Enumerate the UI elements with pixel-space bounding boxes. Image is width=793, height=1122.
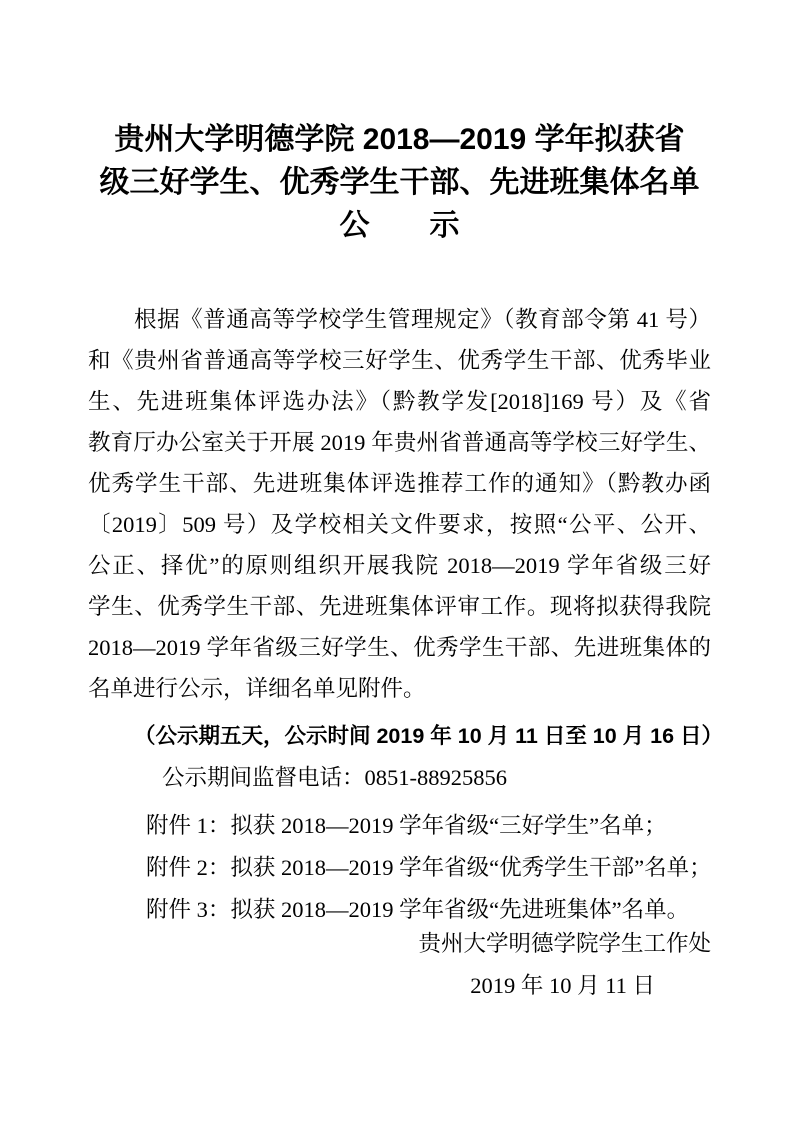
title-line-3: 公 示 (339, 209, 460, 242)
document-title (88, 118, 711, 247)
attachment-list (88, 805, 711, 931)
body-line: 名单进行公示，详细名单见附件。 (88, 676, 426, 701)
notice-period-line: （公示期五天，公示时间 2019 年 10 月 11 日至 10 月 16 日） (134, 724, 724, 748)
attachment-item-3: 附件 3：拟获 2018—2019 学年省级“先进班集体”名单。 (146, 897, 690, 922)
body-line: 优秀学生干部、先进班集体评选推荐工作的通知》（黔教办函 (88, 471, 711, 496)
body-line: 和《贵州省普通高等学校三好学生、优秀学生干部、优秀毕业 (88, 348, 711, 373)
body-line: 生、先进班集体评选办法》（黔教学发[2018]169 号）及《省 (88, 389, 711, 414)
title-line-2: 级三好学生、优秀学生干部、先进班集体名单 (99, 166, 700, 199)
body-line: 学生、优秀学生干部、先进班集体评审工作。现将拟获得我院 (88, 594, 711, 619)
body-line: 教育厅办公室关于开展 2019 年贵州省普通高等学校三好学生、 (88, 430, 711, 455)
issue-date: 2019 年 10 月 11 日 (470, 973, 655, 998)
body-line: 2018—2019 学年省级三好学生、优秀学生干部、先进班集体的 (88, 635, 711, 660)
body-line: 〔2019〕509 号）及学校相关文件要求，按照“公平、公开、 (88, 512, 711, 537)
issuer-signature: 贵州大学明德学院学生工作处 (418, 931, 711, 956)
title-line-1: 贵州大学明德学院 2018—2019 学年拟获省 (114, 123, 685, 156)
body-line: 公正、择优”的原则组织开展我院 2018—2019 学年省级三好 (88, 553, 711, 578)
attachment-item-2: 附件 2：拟获 2018—2019 学年省级“优秀学生干部”名单； (146, 855, 712, 880)
body-line: 根据《普通高等学校学生管理规定》（教育部令第 41 号） (134, 307, 711, 332)
body-paragraph (88, 299, 711, 709)
attachment-item-1: 附件 1：拟获 2018—2019 学年省级“三好学生”名单； (146, 813, 667, 838)
supervision-phone-line: 公示期间监督电话：0851-88925856 (162, 765, 507, 790)
